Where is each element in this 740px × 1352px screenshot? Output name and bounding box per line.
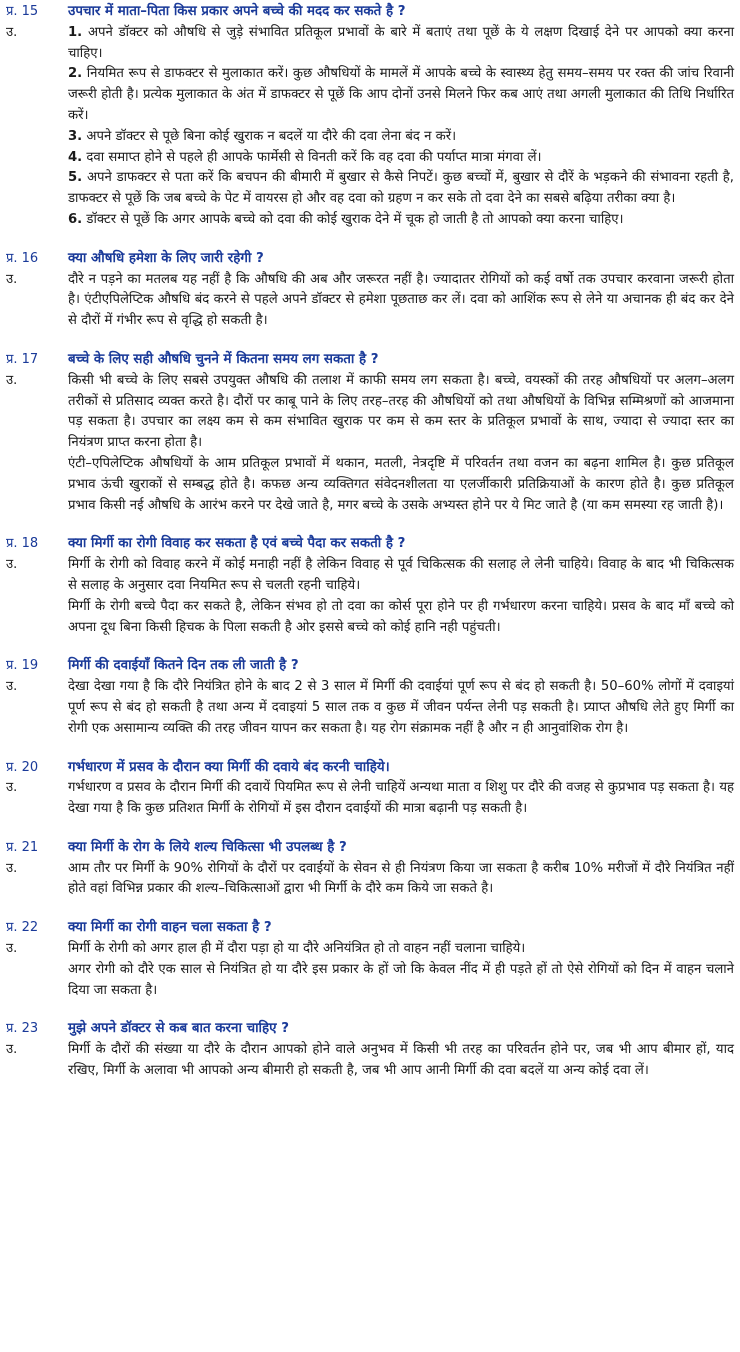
list-number: 1.: [68, 24, 83, 40]
question-number: प्र. 21: [6, 839, 39, 855]
paragraph-text: एंटी–एपिलेप्टिक औषधियों के आम प्रतिकूल प्रभावों में थकान, मतली, नेत्रदृष्टि में परिवर्तन तथा वजन का बढ़ना शामिल है। कुछ प्रतिकूल प्रभाव ऊंची खुराकों से सम्बद्ध होते है। कफछ अन्य व्यक्तिगत संवेदनशीलता या एलर्जीकारी प्रतिक्रियाओं के कारण होते है। कुछ प्रतिकूल प्रभाव किसी नई औषधि के आरंभ करने पर देखे जाते है, मगर बच्चे के उसके अभ्यस्त होने पर ये मिट जाते है (या कम समस्या रह जाती है)।: [68, 455, 734, 513]
answer-label: उ.: [6, 860, 18, 876]
question-text: गर्भधारण में प्रसव के दौरान क्या मिर्गी की दवाये बंद करनी चाहिये।: [68, 759, 390, 775]
paragraph-text: दवा समाप्त होने से पहले ही आपके फार्मेसी से विनती करें कि वह दवा की पर्याप्त मात्रा मंगवा लें।: [86, 149, 542, 165]
paragraph-text: मिर्गी के दौरों की संख्या या दौरे के दौरान आपको होने वाले अनुभव में किसी भी तरह का परिवर्तन होने पर, जब भी आप बीमार हों, याद रखिए, मिर्गी के अलावा भी आपको अन्य बीमारी हो सकती है, जब भी आप आनी मिर्गी की दवा बदलें या अन्य कोई दवा लें।: [68, 1042, 734, 1079]
question-row: [6, 656, 734, 677]
paragraph-text: आम तौर पर मिर्गी के 90% रोगियों के दौरों पर दवाईयों के सेवन से ही नियंत्रण किया जा सकता है करीब 10% मरीजों में दौरे नियंत्रित नहीं होते वहां विभिन्न प्रकार की शल्य–चिकित्साओं द्वारा भी मिर्गी के दौरे कम किये जा सकते है।: [68, 860, 734, 897]
question-text: क्या मिर्गी का रोगी विवाह कर सकता है एवं बच्चे पैदा कर सकती है ?: [68, 536, 406, 552]
answer-body: [68, 371, 734, 517]
question-row: [6, 249, 734, 270]
paragraph-text: अपने डॉक्टर को औषधि से जुड़े संभावित प्रतिकूल प्रभावों के बारे में बताएं तथा पूछें के ये लक्षण दिखाई देने पर आपको क्या करना चाहिए।: [68, 24, 734, 61]
answer-paragraph: [68, 210, 734, 231]
question-text: क्या औषधि हमेशा के लिए जारी रहेगी ?: [68, 250, 264, 266]
answer-body: [68, 677, 734, 739]
paragraph-text: मिर्गी के रोगी को विवाह करने में कोई मनाही नहीं है लेकिन विवाह से पूर्व चिकित्सक की सलाह ले लेनी चाहिये। विवाह के बाद भी चिकित्सक से सलाह के अनुसार दवा नियमित रूप से चलती रहनी चाहिये।: [68, 557, 734, 593]
answer-paragraph: [68, 778, 734, 820]
question-row: [6, 534, 734, 555]
answer-paragraph: [68, 371, 734, 454]
question-number: प्र. 15: [6, 4, 39, 19]
answer-paragraph: [68, 960, 734, 1002]
answer-label: उ.: [6, 372, 18, 388]
question-row: [6, 2, 734, 23]
answer-label: उ.: [6, 679, 18, 695]
answer-body: [68, 939, 734, 1001]
question-number: प्र. 22: [6, 920, 39, 936]
answer-paragraph: [68, 555, 734, 597]
answer-row: [6, 677, 734, 739]
question-number: प्र. 20: [6, 759, 39, 775]
qa-item: [6, 534, 734, 638]
question-text: क्या मिर्गी का रोगी वाहन चला सकता है ?: [68, 920, 272, 936]
question-row: [6, 758, 734, 779]
paragraph-text: डॉक्टर से पूछें कि अगर आपके बच्चे को दवा की कोई खुराक देने में चूक हो जाती है तो आपको क्या करना चाहिए।: [86, 211, 624, 227]
paragraph-text: अपने डाफक्टर से पता करें कि बचपन की बीमारी में बुखार से कैसे निपटें। कुछ बच्चों में, बुखार से दौरें के भड़कने की संभावना रहती है, डाफक्टर से पूछें कि जब बच्चे के पेट में वायरस हो और वह दवा को ग्रहण न कर सके तो दवा देने का सबसे बढ़िया तरीका क्या है।: [68, 170, 734, 207]
answer-body: [68, 859, 734, 901]
qa-item: [6, 838, 734, 900]
question-row: [6, 1019, 734, 1040]
question-row: [6, 918, 734, 939]
answer-paragraph: [68, 454, 734, 516]
answer-paragraph: [68, 168, 734, 210]
question-text: क्या मिर्गी के रोग के लिये शल्य चिकित्सा भी उपलब्ध है ?: [68, 839, 347, 855]
answer-body: [68, 778, 734, 820]
qa-item: [6, 758, 734, 820]
list-number: 6.: [68, 211, 83, 227]
list-number: 2.: [68, 66, 83, 82]
question-number: प्र. 19: [6, 658, 39, 674]
answer-paragraph: [68, 127, 734, 148]
answer-paragraph: [68, 597, 734, 639]
paragraph-text: अपने डॉक्टर से पूछे बिना कोई खुराक न बदलें या दौरे की दवा लेना बंद न करें।: [86, 128, 457, 144]
answer-label: उ.: [6, 1042, 18, 1058]
paragraph-text: देखा देखा गया है कि दौरे नियंत्रित होने के बाद 2 से 3 साल में मिर्गी की दवाईयां पूर्ण रूप से बंद हो सकती है। 50–60% लोगों में दवाइयां पूर्ण रूप से बंद हो सकती है तथा अन्य में दवाइयां 5 साल तक व कुछ में जीवन पर्यन्त लेनी पड़ सकती है। प्र्याप्त औषधि लेते हुए मिर्गी का रोगी एक असामान्य व्यक्ति की तरह जीवन यापन कर सकता है। यह रोग संक्रामक नहीं है और न ही आनुवांशिक रोग है।: [68, 679, 734, 736]
paragraph-text: किसी भी बच्चे के लिए सबसे उपयुक्त औषधि की तलाश में काफी समय लग सकता है। बच्चे, वयस्कों की तरह औषधियों पर अलग–अलग तरीकों से प्रतिसाद व्यक्त करते है। दौरों पर काबू पाने के लिए तरह–तरह की औषधियों को तथा औषधियों के विभिन्न सम्मिश्रणों को आजमाना पड़ सकता है। उपचार का लक्ष्य कम से कम संभावित खुराक पर कम से कम स्तर के प्रतिकूल प्रभावों के साथ, ज्यादा से ज्यादा स्तर का नियंत्रण प्राप्त करना होता है।: [68, 372, 734, 451]
qa-item: [6, 350, 734, 516]
answer-paragraph: [68, 939, 734, 960]
answer-paragraph: [68, 23, 734, 65]
answer-paragraph: [68, 64, 734, 126]
question-number: प्र. 18: [6, 536, 39, 552]
answer-row: [6, 778, 734, 820]
answer-row: [6, 270, 734, 332]
answer-paragraph: [68, 148, 734, 169]
answer-row: [6, 859, 734, 901]
answer-row: [6, 371, 734, 517]
answer-row: [6, 555, 734, 638]
question-number: प्र. 16: [6, 250, 39, 266]
answer-row: [6, 1040, 734, 1082]
answer-paragraph: [68, 859, 734, 901]
list-number: 3.: [68, 128, 83, 144]
qa-item: [6, 2, 734, 231]
answer-body: [68, 1040, 734, 1082]
answer-body: [68, 23, 734, 231]
paragraph-text: नियमित रूप से डाफक्टर से मुलाकात करें। कुछ औषधियों के मामलें में आपके बच्चे के स्वास्थ्य हेतु समय–समय पर रक्त की जांच रिवानी जरूरी होती है। प्रत्येक मुलाकात के अंत में डाफक्टर से पूछें कि आप दोनों उनसे मिलने फिर कब आएं तथा अगली मुलाकात की तिथि निर्धारित करें।: [68, 66, 734, 123]
answer-body: [68, 555, 734, 638]
paragraph-text: मिर्गी के रोगी बच्चे पैदा कर सकते है, लेकिन संभव हो तो दवा का कोर्स पूरा होने पर ही गर्भधारण करना चाहिये। प्रसव के बाद माँ बच्चे को अपना दूध बिना किसी हिचक के पिला सकती है ओर इससे बच्चे को कोई हानि नही पहुंचती।: [68, 598, 734, 635]
answer-paragraph: [68, 270, 734, 332]
answer-paragraph: [68, 677, 734, 739]
question-number: प्र. 23: [6, 1021, 39, 1037]
question-row: [6, 838, 734, 859]
answer-paragraph: [68, 1040, 734, 1082]
question-text: उपचार में माता–पिता किस प्रकार अपने बच्चे की मदद कर सकते है ?: [68, 4, 406, 19]
answer-label: उ.: [6, 941, 18, 957]
question-number: प्र. 17: [6, 351, 39, 367]
answer-label: उ.: [6, 24, 18, 40]
question-row: [6, 350, 734, 371]
paragraph-text: अगर रोगी को दौरे एक साल से नियंत्रित हो या दौरे इस प्रकार के हों जो कि केवल नींद में ही पड़ते हों तो ऐसे रोगियों को दिन में वाहन चलाने दिया जा सकता है।: [68, 961, 734, 998]
answer-row: [6, 23, 734, 231]
answer-label: उ.: [6, 271, 18, 287]
answer-body: [68, 270, 734, 332]
answer-label: उ.: [6, 780, 18, 796]
question-text: बच्चे के लिए सही औषधि चुनने में कितना समय लग सकता है ?: [68, 351, 379, 367]
qa-item: [6, 656, 734, 739]
list-number: 4.: [68, 149, 83, 165]
paragraph-text: मिर्गी के रोगी को अगर हाल ही में दौरा पड़ा हो या दौरे अनियंत्रित हो तो वाहन नहीं चलाना चाहिये।: [68, 941, 526, 957]
question-text: मिर्गी की दवाईयाँ कितने दिन तक ली जाती है ?: [68, 658, 299, 674]
qa-item: [6, 918, 734, 1001]
answer-row: [6, 939, 734, 1001]
paragraph-text: दौरे न पड़ने का मतलब यह नहीं है कि औषधि की अब और जरूरत नहीं है। ज्यादातर रोगियों को कई वर्षो तक उपचार करवाना जरूरी होता है। एंटीएपिलेप्टिक औषधि बंद करने से पहले अपने डॉक्टर से हमेशा पूछताछ कर लें। दवा को आशिंक रूप से लेने या अचानक ही बंद कर देने से दौरों में गंभीर रूप से वृद्धि हो सकती है।: [68, 271, 734, 329]
question-text: मुझे अपने डॉक्टर से कब बात करना चाहिए ?: [68, 1021, 289, 1037]
paragraph-text: गर्भधारण व प्रसव के दौरान मिर्गी की दवायें पियमित रूप से लेनी चाहियें अन्यथा माता व शिशु पर दौरे की वजह से कुप्रभाव पड़ सकता है। यह देखा गया है कि कुछ प्रतिशत मिर्गी के रोगियों में इस दौरान दवाईयों की मात्रा बढ़ानी पड़ सकती है।: [68, 780, 734, 817]
qa-item: [6, 1019, 734, 1081]
qa-item: [6, 249, 734, 332]
list-number: 5.: [68, 170, 83, 186]
answer-label: उ.: [6, 557, 18, 573]
